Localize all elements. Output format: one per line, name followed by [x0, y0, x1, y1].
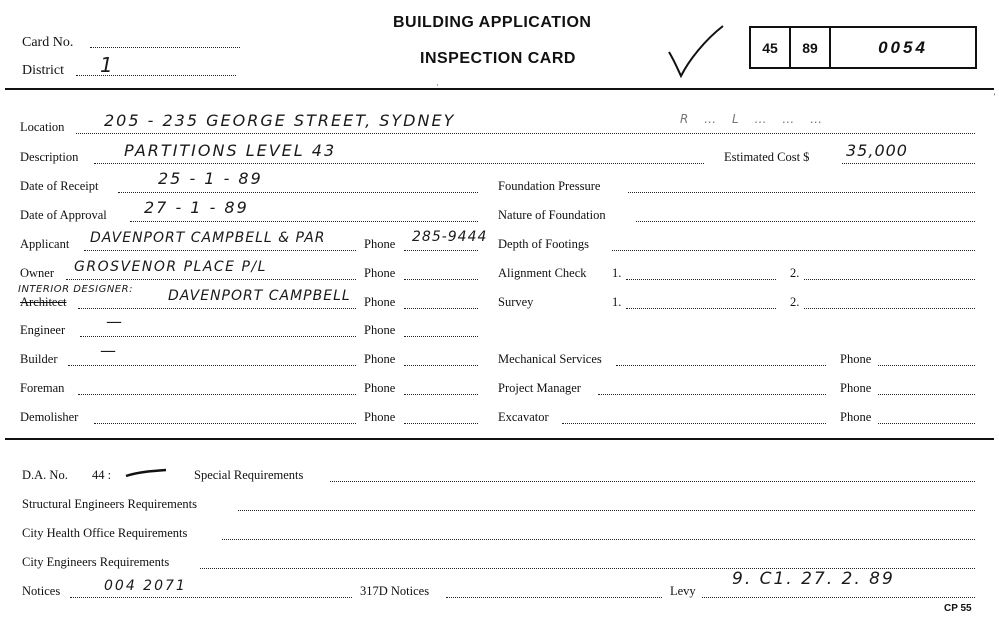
district-label: District: [22, 63, 64, 78]
notices-field[interactable]: [70, 597, 352, 598]
da-no-prefix: 44 :: [92, 468, 112, 482]
alignment-check-label: Alignment Check: [498, 266, 587, 280]
applicant-phone-label: Phone: [364, 237, 396, 251]
survey-num2: 2.: [790, 295, 800, 309]
architect-correction: INTERIOR DESIGNER:: [18, 284, 133, 295]
excavator-phone-label: Phone: [840, 410, 872, 424]
tick-mark: ·: [436, 81, 439, 90]
notices-label: Notices: [22, 584, 61, 598]
architect-value: DAVENPORT CAMPBELL: [168, 288, 351, 304]
title-line1: BUILDING APPLICATION: [393, 14, 592, 31]
engineer-phone-field[interactable]: [404, 336, 478, 337]
architect-label: Architect: [20, 295, 67, 309]
nature-of-foundation-field[interactable]: [636, 221, 975, 222]
form-code: CP 55: [944, 603, 972, 614]
title-line2: INSPECTION CARD: [420, 50, 576, 67]
applicant-phone-value: 285-9444: [412, 229, 488, 245]
foundation-pressure-field[interactable]: [628, 192, 975, 193]
description-label: Description: [20, 150, 79, 164]
architect-phone-field[interactable]: [404, 308, 478, 309]
estimated-cost-label: Estimated Cost $: [724, 150, 810, 164]
description-field[interactable]: [94, 163, 704, 164]
structural-engineers-label: Structural Engineers Requirements: [22, 497, 197, 511]
owner-label: Owner: [20, 266, 55, 280]
project-manager-phone-label: Phone: [840, 381, 872, 395]
date-of-receipt-field[interactable]: [118, 192, 478, 193]
number-box-1: 45: [749, 26, 791, 69]
excavator-phone-field[interactable]: [878, 423, 975, 424]
builder-phone-field[interactable]: [404, 365, 478, 366]
da-no-dash: [124, 466, 168, 480]
city-engineers-label: City Engineers Requirements: [22, 555, 170, 569]
depth-of-footings-field[interactable]: [612, 250, 975, 251]
foundation-pressure-label: Foundation Pressure: [498, 179, 601, 193]
card-no-label: Card No.: [22, 35, 74, 50]
excavator-label: Excavator: [498, 410, 549, 424]
number-box-3: 0054: [829, 26, 977, 69]
notices-value: 004 2071: [104, 578, 187, 594]
owner-phone-label: Phone: [364, 266, 396, 280]
demolisher-label: Demolisher: [20, 410, 79, 424]
nature-of-foundation-label: Nature of Foundation: [498, 208, 606, 222]
alignment-check-num2: 2.: [790, 266, 800, 280]
project-manager-phone-field[interactable]: [878, 394, 975, 395]
section-divider: [5, 438, 994, 440]
notices-317d-label: 317D Notices: [360, 584, 430, 598]
architect-phone-label: Phone: [364, 295, 396, 309]
applicant-label: Applicant: [20, 237, 70, 251]
demolisher-field[interactable]: [94, 423, 356, 424]
header-divider: [5, 88, 994, 90]
excavator-field[interactable]: [562, 423, 826, 424]
applicant-phone-field[interactable]: [404, 250, 478, 251]
survey-label: Survey: [498, 295, 534, 309]
engineer-field[interactable]: [80, 336, 356, 337]
demolisher-phone-label: Phone: [364, 410, 396, 424]
description-value: PARTITIONS LEVEL 43: [124, 141, 337, 160]
number-box-2: 89: [789, 26, 831, 69]
owner-value: GROSVENOR PLACE P/L: [74, 259, 267, 275]
demolisher-phone-field[interactable]: [404, 423, 478, 424]
city-health-label: City Health Office Requirements: [22, 526, 188, 540]
survey-num1: 1.: [612, 295, 622, 309]
owner-phone-field[interactable]: [404, 279, 478, 280]
builder-label: Builder: [20, 352, 58, 366]
top-scribble: R … L … … …: [680, 112, 829, 126]
levy-label: Levy: [670, 584, 696, 598]
date-of-approval-field[interactable]: [130, 221, 478, 222]
mechanical-services-label: Mechanical Services: [498, 352, 602, 366]
notices-317d-field[interactable]: [446, 597, 662, 598]
edge-mark: ': [994, 92, 996, 101]
foreman-field[interactable]: [78, 394, 356, 395]
mechanical-services-phone-field[interactable]: [878, 365, 975, 366]
da-no-label: D.A. No.: [22, 468, 68, 482]
foreman-label: Foreman: [20, 381, 65, 395]
applicant-field[interactable]: [84, 250, 356, 251]
estimated-cost-value: 35,000: [846, 141, 908, 160]
alignment-check-field-1[interactable]: [626, 279, 776, 280]
engineer-value: —: [106, 312, 124, 331]
checkmark-icon: [665, 22, 725, 82]
project-manager-label: Project Manager: [498, 381, 581, 395]
location-field[interactable]: [76, 133, 975, 134]
date-of-receipt-label: Date of Receipt: [20, 179, 99, 193]
architect-field[interactable]: [78, 308, 356, 309]
location-value: 205 - 235 GEORGE STREET, SYDNEY: [104, 111, 456, 130]
district-value: 1: [100, 53, 115, 77]
special-requirements-field[interactable]: [330, 481, 975, 482]
foreman-phone-field[interactable]: [404, 394, 478, 395]
builder-phone-label: Phone: [364, 352, 396, 366]
applicant-value: DAVENPORT CAMPBELL & PAR: [90, 230, 326, 246]
builder-field[interactable]: [68, 365, 356, 366]
date-of-receipt-value: 25 - 1 - 89: [158, 169, 263, 188]
location-label: Location: [20, 120, 65, 134]
owner-field[interactable]: [66, 279, 356, 280]
structural-engineers-field[interactable]: [238, 510, 975, 511]
foreman-phone-label: Phone: [364, 381, 396, 395]
engineer-label: Engineer: [20, 323, 66, 337]
city-health-field[interactable]: [222, 539, 975, 540]
mechanical-services-phone-label: Phone: [840, 352, 872, 366]
engineer-phone-label: Phone: [364, 323, 396, 337]
levy-value: 9. C1. 27. 2. 89: [732, 569, 895, 589]
date-of-approval-label: Date of Approval: [20, 208, 107, 222]
alignment-check-field-2[interactable]: [804, 279, 975, 280]
survey-field-1[interactable]: [626, 308, 776, 309]
mechanical-services-field[interactable]: [616, 365, 826, 366]
special-requirements-label: Special Requirements: [194, 468, 304, 482]
alignment-check-num1: 1.: [612, 266, 622, 280]
builder-value: —: [100, 341, 118, 360]
card-no-field[interactable]: [90, 47, 240, 48]
date-of-approval-value: 27 - 1 - 89: [144, 198, 249, 217]
depth-of-footings-label: Depth of Footings: [498, 237, 589, 251]
estimated-cost-field[interactable]: [842, 163, 975, 164]
project-manager-field[interactable]: [598, 394, 826, 395]
levy-field[interactable]: [702, 597, 975, 598]
survey-field-2[interactable]: [804, 308, 975, 309]
